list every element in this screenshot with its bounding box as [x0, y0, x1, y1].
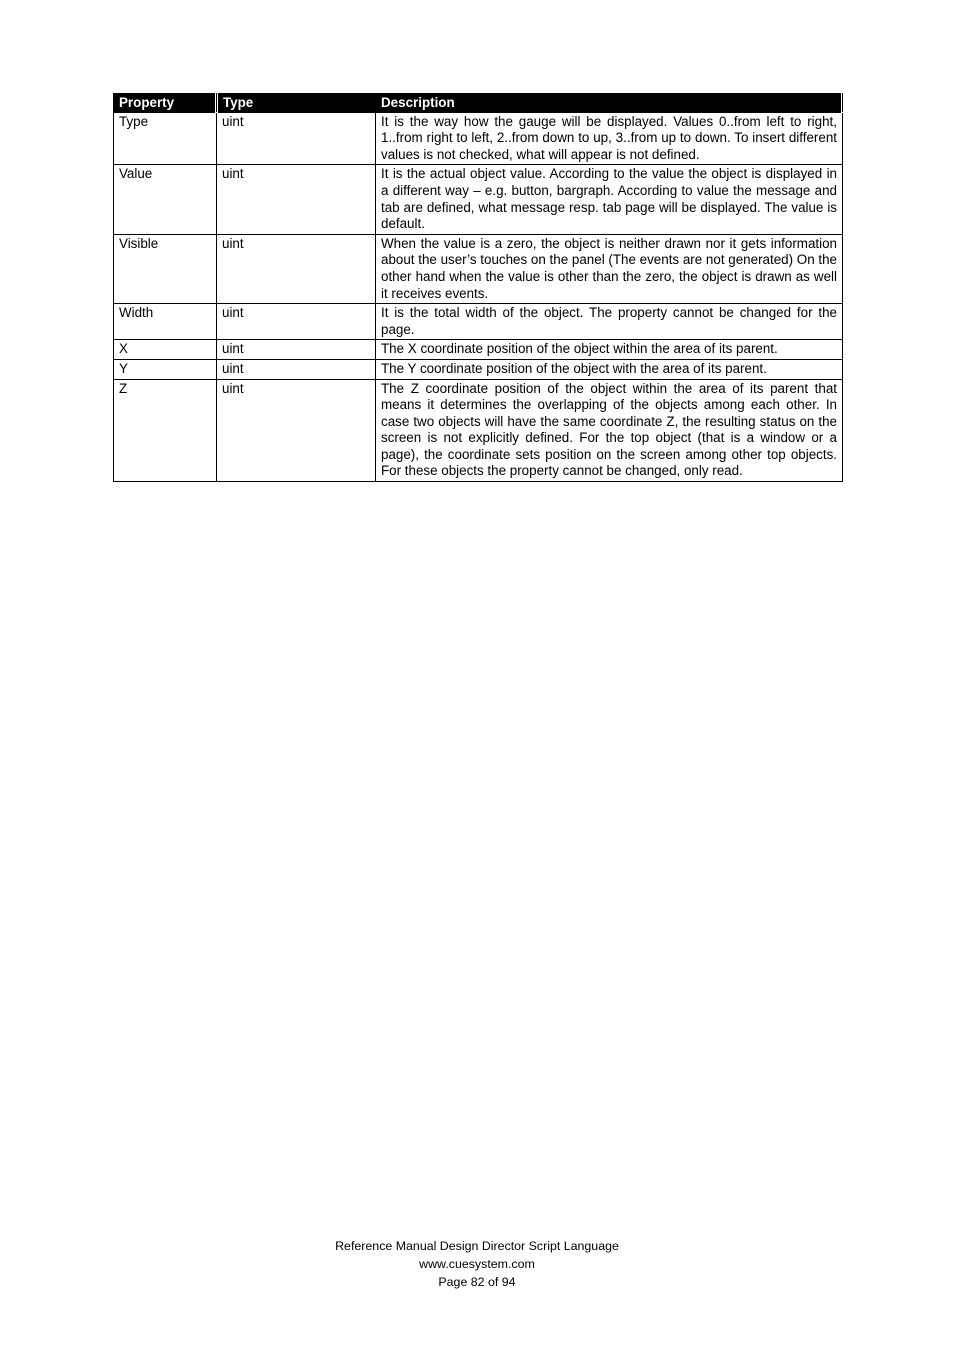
cell-type: uint: [217, 379, 376, 482]
table-row: [114, 165, 843, 234]
cell-property: X: [114, 340, 217, 360]
table-row: [114, 359, 843, 379]
cell-type: uint: [217, 359, 376, 379]
header-type: Type: [217, 93, 376, 112]
footer-website: www.cuesystem.com: [419, 1257, 535, 1271]
cell-type: uint: [217, 304, 376, 340]
table-row: [114, 112, 843, 165]
cell-property: Z: [114, 379, 217, 482]
table-row: [114, 340, 843, 360]
cell-property: Visible: [114, 234, 217, 303]
properties-table: [113, 93, 845, 482]
cell-property: Y: [114, 359, 217, 379]
cell-property: Width: [114, 304, 217, 340]
cell-description: It is the total width of the object. The property cannot be changed for the page.: [376, 304, 843, 340]
table-header-row: [114, 93, 843, 112]
cell-description: It is the way how the gauge will be displayed. Values 0..from left to right, 1..from right to left, 2..from down to up, 3..from up to down. To insert different values is not checked, what will appear is not defined.: [376, 112, 843, 165]
cell-property: Type: [114, 112, 217, 165]
cell-type: uint: [217, 112, 376, 165]
footer-title: Reference Manual Design Director Script Language: [335, 1239, 619, 1253]
cell-description: It is the actual object value. According to the value the object is displayed in a different way – e.g. button, bargraph. According to value the message and tab are defined, what message resp. tab page will be displayed. The value is default.: [376, 165, 843, 234]
cell-description: When the value is a zero, the object is neither drawn nor it gets information about the user’s touches on the panel (The events are not generated) On the other hand when the value is other than the zero, the object is drawn as well it receives events.: [376, 234, 843, 303]
table-row: [114, 304, 843, 340]
cell-type: uint: [217, 165, 376, 234]
cell-type: uint: [217, 234, 376, 303]
footer-page-number: Page 82 of 94: [438, 1275, 516, 1289]
header-description: Description: [376, 93, 843, 112]
cell-property: Value: [114, 165, 217, 234]
table-row: [114, 379, 843, 482]
table-row: [114, 234, 843, 303]
cell-type: uint: [217, 340, 376, 360]
cell-description: The Y coordinate position of the object with the area of its parent.: [376, 359, 843, 379]
cell-description: The Z coordinate position of the object within the area of its parent that means it determines the overlapping of the objects among each other. In case two objects will have the same coordinate Z, the resulting status on the screen is not explicitly defined. For the top object (that is a window or a page), the coordinate sets position on the screen among other top objects. For these objects the property cannot be changed, only read.: [376, 379, 843, 482]
header-property: Property: [114, 93, 217, 112]
page-footer: [0, 1237, 954, 1291]
cell-description: The X coordinate position of the object within the area of its parent.: [376, 340, 843, 360]
